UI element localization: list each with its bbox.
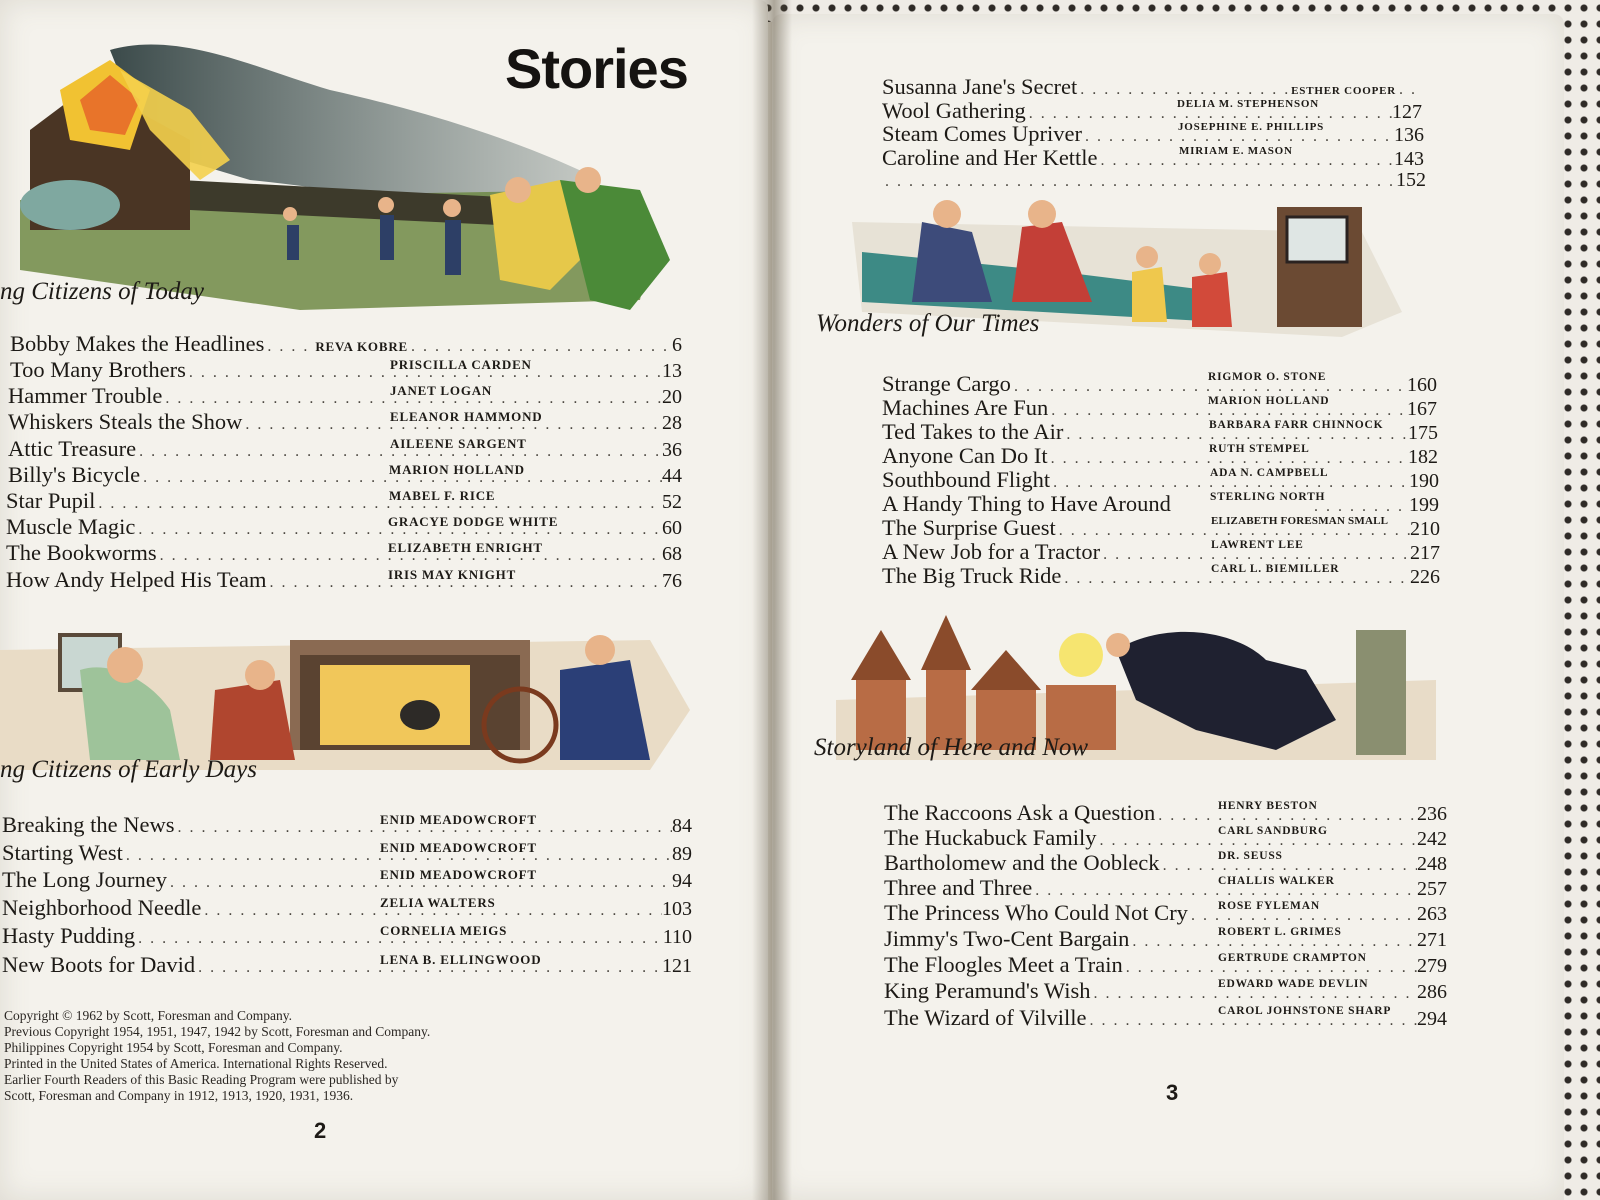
story-title: Whiskers Steals the Show <box>8 409 243 434</box>
page-number: 286 <box>1417 981 1447 1003</box>
page-number: 60 <box>662 517 682 539</box>
story-author: REVA KOBRE <box>315 339 408 354</box>
story-author: HENRY BESTON <box>1218 800 1318 812</box>
toc-entry <box>882 443 1438 469</box>
page-number: 294 <box>1417 1008 1447 1030</box>
page-number: 248 <box>1417 853 1447 875</box>
leader-dots <box>264 338 315 356</box>
story-author: ELIZABETH FORESMAN SMALL <box>1211 515 1389 527</box>
story-author: DELIA M. STEPHENSON <box>1177 98 1320 110</box>
toc-entry <box>882 145 1424 171</box>
book-gutter <box>752 0 792 1200</box>
page-number: 44 <box>662 465 682 487</box>
toc-entry <box>882 371 1437 397</box>
page-number: 28 <box>662 412 682 434</box>
toc-entry <box>6 488 682 514</box>
story-title: Susanna Jane's Secret <box>882 74 1078 99</box>
story-author: JOSEPHINE E. PHILLIPS <box>1178 121 1325 133</box>
page-number: 160 <box>1407 374 1437 396</box>
toc-entry <box>884 825 1447 851</box>
story-title: Muscle Magic <box>6 514 136 539</box>
toc-entry <box>884 952 1447 978</box>
leader-dots <box>408 338 672 356</box>
story-author: JANET LOGAN <box>390 383 493 398</box>
page-number: 20 <box>662 386 682 408</box>
page-number: 152 <box>1396 169 1426 191</box>
page-number: 103 <box>662 898 692 920</box>
copyright-line: Copyright © 1962 by Scott, Foresman and Company. <box>4 1008 292 1023</box>
story-title: A New Job for a Tractor <box>882 539 1101 564</box>
page-number: 279 <box>1417 955 1447 977</box>
story-author: ELIZABETH ENRIGHT <box>388 540 543 555</box>
leader-dots <box>882 173 1396 191</box>
story-title: Anyone Can Do It <box>882 443 1048 468</box>
story-title: Hammer Trouble <box>8 383 163 408</box>
toc-entry <box>6 567 682 593</box>
story-author: AILEENE SARGENT <box>390 436 527 451</box>
leader-dots <box>1160 857 1417 875</box>
page-number: 127 <box>1392 101 1422 123</box>
story-author: ESTHER COOPER <box>1291 85 1396 97</box>
section-title-wonders: Wonders of Our Times <box>816 310 1040 337</box>
story-author: RIGMOR O. STONE <box>1208 371 1327 383</box>
leader-dots <box>1396 81 1422 99</box>
page-number: 6 <box>672 334 682 356</box>
story-author: ENID MEADOWCROFT <box>380 840 537 855</box>
story-author: MIRIAM E. MASON <box>1179 145 1293 157</box>
story-title: Too Many Brothers <box>10 357 186 382</box>
toc-entry <box>10 357 682 383</box>
story-author: ROSE FYLEMAN <box>1218 900 1320 912</box>
toc-entry <box>2 923 692 949</box>
story-title: Three and Three <box>884 875 1033 900</box>
story-author: ADA N. CAMPBELL <box>1210 467 1329 479</box>
toc-entry <box>2 812 692 838</box>
page-number: 143 <box>1394 148 1424 170</box>
page-number: 89 <box>672 843 692 865</box>
story-title: Caroline and Her Kettle <box>882 145 1098 170</box>
story-title: The Huckabuck Family <box>884 825 1097 850</box>
story-author: GERTRUDE CRAMPTON <box>1218 952 1367 964</box>
toc-entry <box>882 491 1439 517</box>
story-title: Breaking the News <box>2 812 175 837</box>
story-author: CORNELIA MEIGS <box>380 923 508 938</box>
toc-entry <box>884 1005 1447 1031</box>
story-title: The Floogles Meet a Train <box>884 952 1123 977</box>
page-number-right: 3 <box>1166 1080 1179 1105</box>
copyright-line: Philippines Copyright 1954 by Scott, Foresman and Company. <box>4 1040 343 1055</box>
section-title-storyland: Storyland of Here and Now <box>814 734 1089 761</box>
story-title: Strange Cargo <box>882 371 1011 396</box>
story-author: ENID MEADOWCROFT <box>380 867 537 882</box>
toc-entry <box>2 895 692 921</box>
story-title: Ted Takes to the Air <box>882 419 1064 444</box>
toc-entry <box>882 563 1440 589</box>
page-number: 263 <box>1417 903 1447 925</box>
story-title: The Long Journey <box>2 867 167 892</box>
page-number: 13 <box>662 360 682 382</box>
story-title: Bobby Makes the Headlines <box>10 331 265 356</box>
toc-entry <box>8 436 682 462</box>
page-number: 84 <box>672 815 692 837</box>
copyright-line: Printed in the United States of America. International Rights Reserved. <box>4 1056 388 1071</box>
toc-entry <box>2 952 692 978</box>
story-author: BARBARA FARR CHINNOCK <box>1209 419 1384 431</box>
toc-entry <box>882 467 1439 493</box>
copyright-line: Scott, Foresman and Company in 1912, 1913, 1920, 1931, 1936. <box>4 1088 354 1103</box>
page-number: 167 <box>1407 398 1437 420</box>
toc-entry <box>882 74 1422 100</box>
page-number: 76 <box>662 570 682 592</box>
story-title: The Wizard of Vilville <box>884 1005 1087 1030</box>
toc-entry <box>882 539 1440 565</box>
leader-dots <box>95 495 662 513</box>
story-author: DR. SEUSS <box>1218 850 1283 862</box>
story-title: Southbound Flight <box>882 467 1051 492</box>
story-title: Neighborhood Needle <box>2 895 202 920</box>
story-author: LENA B. ELLINGWOOD <box>380 952 542 967</box>
story-title: Bartholomew and the Oobleck <box>884 850 1160 875</box>
toc-entry <box>8 383 682 409</box>
story-title: Starting West <box>2 840 123 865</box>
toc-entry <box>884 900 1447 926</box>
toc-entry <box>8 462 682 488</box>
page-number: 236 <box>1417 803 1447 825</box>
story-title: Hasty Pudding <box>2 923 136 948</box>
toc-entry <box>884 850 1447 876</box>
story-title: Jimmy's Two-Cent Bargain <box>884 926 1130 951</box>
page-number: 257 <box>1417 878 1447 900</box>
story-title: The Big Truck Ride <box>882 563 1062 588</box>
story-title: Machines Are Fun <box>882 395 1049 420</box>
page-number: 217 <box>1410 542 1440 564</box>
toc-entry <box>884 926 1447 952</box>
story-title: King Peramund's Wish <box>884 978 1091 1003</box>
story-author: CARL L. BIEMILLER <box>1211 563 1340 575</box>
story-author: MABEL F. RICE <box>389 488 496 503</box>
toc-entry <box>884 978 1447 1004</box>
toc-entry <box>6 514 682 540</box>
page-number: 94 <box>672 870 692 892</box>
toc-entry <box>882 121 1424 147</box>
copyright-notice <box>4 1008 574 1104</box>
story-author: CARL SANDBURG <box>1218 825 1328 837</box>
copyright-line: Earlier Fourth Readers of this Basic Reading Program were published by <box>4 1072 399 1087</box>
page-number: 136 <box>1394 124 1424 146</box>
section-title-citizens-early-days: ng Citizens of Early Days <box>0 756 257 783</box>
page-number-left: 2 <box>314 1118 327 1143</box>
story-title: The Princess Who Could Not Cry <box>884 900 1188 925</box>
toc-entry <box>2 867 692 893</box>
right-page <box>772 14 1564 1200</box>
section-title-citizens-today: ng Citizens of Today <box>0 278 204 305</box>
story-title: A Handy Thing to Have Around <box>882 491 1171 516</box>
story-title: The Surprise Guest <box>882 515 1056 540</box>
toc-entry <box>882 169 1426 192</box>
story-author: LAWRENT LEE <box>1211 539 1304 551</box>
toc-entry <box>6 540 682 566</box>
story-author: CHALLIS WALKER <box>1218 875 1335 887</box>
toc-entry <box>2 840 692 866</box>
story-title: Star Pupil <box>6 488 96 513</box>
page-number: 110 <box>662 926 692 948</box>
page-number: 121 <box>662 955 692 977</box>
story-title: Wool Gathering <box>882 98 1026 123</box>
story-author: GRACYE DODGE WHITE <box>388 514 559 529</box>
page-number: 175 <box>1408 422 1438 444</box>
page-number: 271 <box>1417 929 1447 951</box>
leader-dots <box>1311 498 1409 516</box>
page-number: 242 <box>1417 828 1447 850</box>
story-title: The Raccoons Ask a Question <box>884 800 1156 825</box>
page-number: 226 <box>1410 566 1440 588</box>
story-title: Attic Treasure <box>8 436 137 461</box>
story-author: IRIS MAY KNIGHT <box>388 567 517 582</box>
story-author: EDWARD WADE DEVLIN <box>1218 978 1369 990</box>
story-author: MARION HOLLAND <box>389 462 525 477</box>
story-title: Billy's Bicycle <box>8 462 141 487</box>
toc-entry <box>882 395 1437 421</box>
story-title: How Andy Helped His Team <box>6 567 267 592</box>
page-number: 182 <box>1408 446 1438 468</box>
copyright-line: Previous Copyright 1954, 1951, 1947, 1942 by Scott, Foresman and Company. <box>4 1024 431 1039</box>
left-page <box>0 0 768 1200</box>
story-title: Steam Comes Upriver <box>882 121 1082 146</box>
page-number: 190 <box>1409 470 1439 492</box>
page-number: 199 <box>1409 494 1439 516</box>
leader-dots <box>1077 81 1291 99</box>
story-author: ENID MEADOWCROFT <box>380 812 537 827</box>
story-author: STERLING NORTH <box>1210 491 1326 503</box>
story-author: ZELIA WALTERS <box>380 895 496 910</box>
toc-entry <box>882 515 1440 541</box>
story-title: The Bookworms <box>6 540 157 565</box>
story-title: New Boots for David <box>2 952 196 977</box>
page-number: 68 <box>662 543 682 565</box>
story-author: MARION HOLLAND <box>1208 395 1330 407</box>
story-author: CAROL JOHNSTONE SHARP <box>1218 1005 1392 1017</box>
toc-entry <box>884 875 1447 901</box>
page-title: Stories <box>505 37 688 100</box>
toc-entry <box>884 800 1447 826</box>
page-number: 52 <box>662 491 682 513</box>
toc-entry <box>882 419 1438 445</box>
page-number: 36 <box>662 439 682 461</box>
toc-entry <box>10 331 682 357</box>
story-author: PRISCILLA CARDEN <box>390 357 532 372</box>
toc-entry <box>8 409 682 435</box>
story-author: RUTH STEMPEL <box>1209 443 1310 455</box>
story-author: ELEANOR HAMMOND <box>390 409 543 424</box>
page-number: 210 <box>1410 518 1440 540</box>
story-author: ROBERT L. GRIMES <box>1218 926 1342 938</box>
